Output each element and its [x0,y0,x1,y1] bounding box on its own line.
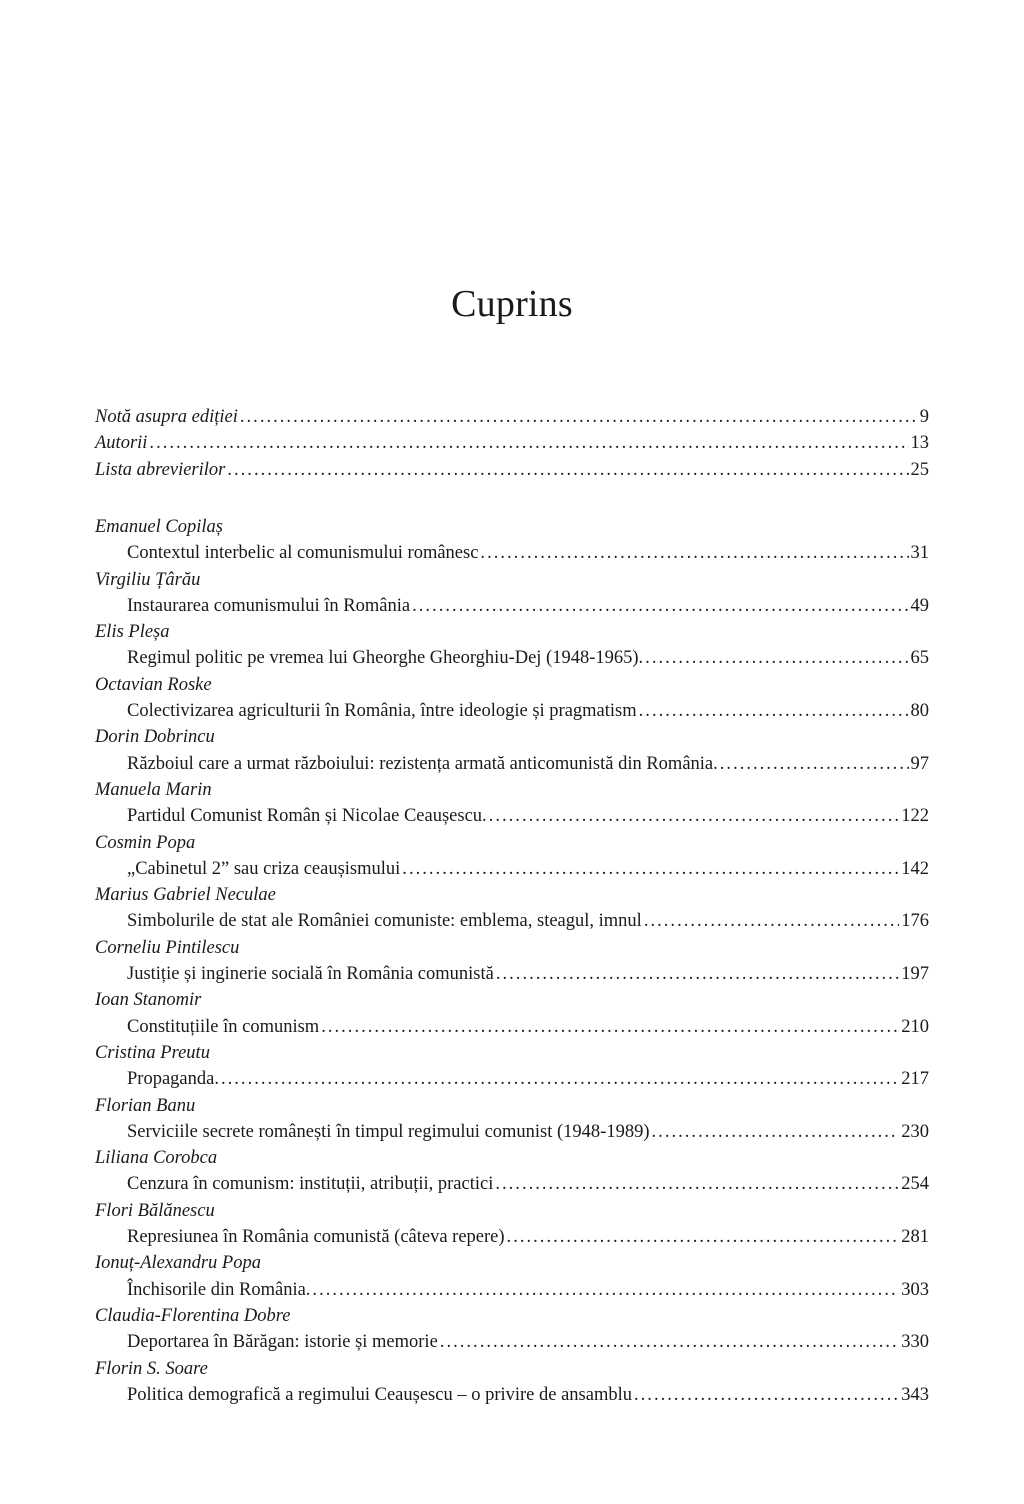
entry-row [95,803,929,829]
entry-row [95,1066,929,1092]
entry-title: Cenzura în comunism: instituții, atribuții, practici [127,1174,494,1195]
page-number: 122 [901,806,929,827]
entry-row [95,1014,929,1040]
toc-entry [95,567,929,620]
dot-leader [440,1329,899,1355]
entry-author: Ioan Stanomir [95,990,202,1011]
entry-title: Simbolurile de stat ale României comuniste: emblema, steagul, imnul [127,911,642,932]
page-number: 65 [910,648,929,669]
toc-entry [95,935,929,988]
entry-title: Închisorile din România. [127,1279,311,1300]
entry-author: Cristina Preutu [95,1042,210,1063]
dot-leader [227,457,908,483]
page-number: 49 [910,595,929,616]
entry-title: Contextul interbelic al comunismului românesc [127,543,479,564]
entry-row [95,1329,929,1355]
entry-title: Deportarea în Bărăgan: istorie și memorie [127,1332,438,1353]
entry-row [95,1171,929,1197]
entry-author: Manuela Marin [95,779,212,800]
entry-author: Cosmin Popa [95,832,196,853]
entry-title: Partidul Comunist Român și Nicolae Ceaușescu. [127,806,487,827]
entry-row [95,908,929,934]
entry-row [95,1382,929,1408]
entry-row [95,593,929,619]
dot-leader [149,430,908,456]
page-number: 230 [901,1121,929,1142]
page-title: Cuprins [451,283,573,325]
toc-entry [95,777,929,830]
dot-leader [495,1171,899,1197]
dot-leader [412,593,908,619]
toc-entry [95,724,929,777]
toc-entry [95,1250,929,1303]
page-number: 176 [901,911,929,932]
toc-entry [95,830,929,883]
dot-leader [221,1066,899,1092]
entry-title: „Cabinetul 2” sau criza ceaușismului [127,858,401,879]
front-matter-item [95,430,929,456]
entry-row [95,856,929,882]
entry-title: Instaurarea comunismului în România [127,595,411,616]
front-matter-item [95,457,929,483]
dot-leader [240,404,918,430]
toc-entry [95,514,929,567]
dot-leader [312,1277,899,1303]
page-number: 31 [910,543,929,564]
entry-title: Propaganda. [127,1069,219,1090]
entry-author: Ionuț-Alexandru Popa [95,1253,261,1274]
dot-leader [652,1119,900,1145]
page-number: 254 [901,1174,929,1195]
entry-title: Serviciile secrete românești în timpul regimului comunist (1948-1989) [127,1121,650,1142]
chapter-list [95,514,929,1408]
page-number: 210 [901,1016,929,1037]
page-number: 303 [901,1279,929,1300]
page-number: 80 [910,701,929,722]
toc-entry [95,1356,929,1409]
entry-row [95,645,929,671]
entry-author: Florian Banu [95,1095,196,1116]
entry-title: Politica demografică a regimului Ceaușescu – o privire de ansamblu [127,1384,632,1405]
entry-title: Represiunea în România comunistă (câteva repere) [127,1227,505,1248]
page-number: 25 [910,459,929,480]
dot-leader [402,856,899,882]
front-matter-label: Notă asupra ediției [95,407,238,427]
dot-leader [489,803,900,829]
toc-entry [95,1145,929,1198]
entry-row [95,1277,929,1303]
page-number: 281 [901,1227,929,1248]
dot-leader [480,540,908,566]
dot-leader [634,1382,899,1408]
entry-row [95,540,929,566]
page-number: 217 [901,1069,929,1090]
entry-title: Războiul care a urmat războiului: rezistența armată anticomunistă din România. [127,753,718,774]
toc-entry [95,987,929,1040]
dot-leader [720,751,909,777]
dot-leader [639,698,909,724]
toc-entry [95,882,929,935]
entry-row [95,698,929,724]
dot-leader [644,908,899,934]
toc-entry [95,1303,929,1356]
entry-title: Constituțiile în comunism [127,1016,320,1037]
toc-entry [95,672,929,725]
entry-author: Corneliu Pintilescu [95,937,240,958]
entry-author: Liliana Corobca [95,1148,218,1169]
front-matter-label: Autorii [95,433,148,454]
entry-author: Dorin Dobrincu [95,727,215,748]
entry-author: Elis Pleșa [95,622,170,643]
toc-entry [95,1093,929,1146]
entry-author: Octavian Roske [95,674,212,695]
toc-entry [95,619,929,672]
page-number: 197 [901,964,929,985]
entry-row [95,1119,929,1145]
page-number: 330 [901,1332,929,1353]
page-number: 343 [901,1384,929,1405]
entry-row [95,1224,929,1250]
page-number: 13 [910,433,929,454]
entry-author: Claudia-Florentina Dobre [95,1305,291,1326]
front-matter-list [95,404,929,483]
front-matter-item [95,404,929,430]
dot-leader [321,1014,899,1040]
entry-author: Virgiliu Țârău [95,569,201,590]
page-number: 97 [910,753,929,774]
entry-author: Marius Gabriel Neculae [95,885,276,906]
entry-row [95,961,929,987]
dot-leader [645,645,908,671]
entry-title: Justiție și inginerie socială în România comunistă [127,964,494,985]
page-number: 9 [919,407,929,427]
toc-entry [95,1198,929,1251]
entry-author: Emanuel Copilaș [95,517,223,537]
entry-row [95,751,929,777]
front-matter-label: Lista abrevierilor [95,459,226,480]
entry-author: Flori Bălănescu [95,1200,215,1221]
toc-entry [95,1040,929,1093]
entry-title: Colectivizarea agriculturii în România, între ideologie și pragmatism [127,701,637,722]
dot-leader [507,1224,900,1250]
entry-title: Regimul politic pe vremea lui Gheorghe Gheorghiu-Dej (1948-1965). [127,648,644,669]
entry-author: Florin S. Soare [95,1358,208,1379]
page-number: 142 [901,858,929,879]
dot-leader [496,961,899,987]
